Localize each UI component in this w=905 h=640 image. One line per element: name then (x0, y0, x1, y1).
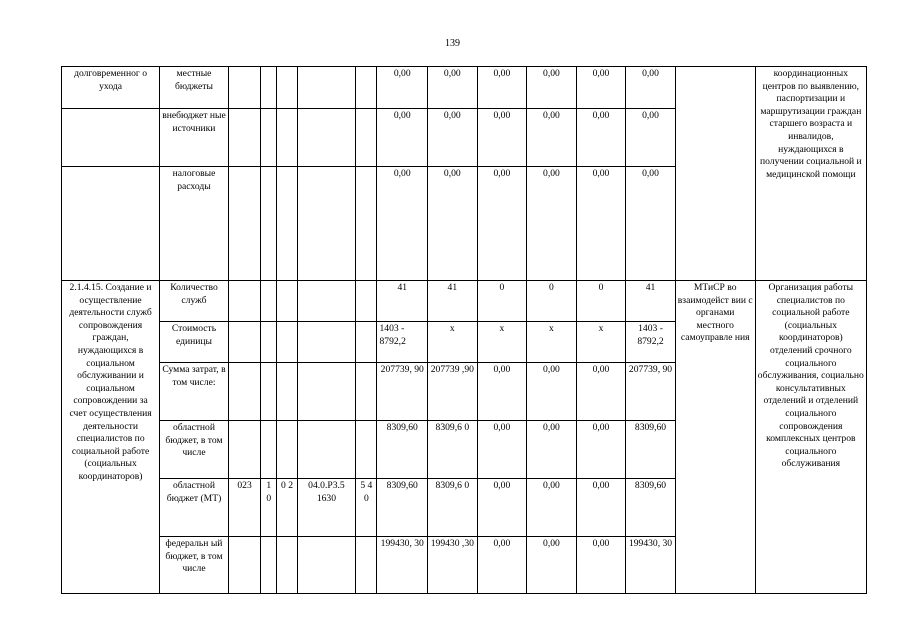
value-cell: 207739, 90 (377, 363, 428, 421)
value-cell: 0,00 (428, 109, 478, 167)
value-cell: 0,00 (576, 363, 626, 421)
indicator-cell: областной бюджет, в том числе (160, 421, 229, 479)
value-cell: 0,00 (626, 109, 676, 167)
result-cell: координационных центров по выявлению, паспортизации и маршрутизации граждан старшего возраста и инвалидов, нуждающихся в получении социальной и медицинской помощи (755, 67, 866, 281)
value-cell: 8309,60 (377, 479, 428, 537)
value-cell: 0,00 (377, 67, 428, 109)
table-row (62, 67, 867, 109)
value-cell: 207739 ,90 (428, 363, 478, 421)
value-cell: 0,00 (477, 421, 527, 479)
budget-table (61, 66, 867, 594)
value-cell: 0,00 (576, 109, 626, 167)
value-cell: 0,00 (477, 363, 527, 421)
table-row (62, 281, 867, 322)
grbs-code-cell: 023 (228, 479, 260, 537)
value-cell: 8309,6 0 (428, 421, 478, 479)
value-cell: 0,00 (527, 109, 577, 167)
value-cell: 0,00 (428, 67, 478, 109)
value-cell: 0,00 (477, 67, 527, 109)
value-cell: 0,00 (527, 479, 577, 537)
indicator-cell: федеральн ый бюджет, в том числе (160, 537, 229, 594)
value-cell: 8309,60 (377, 421, 428, 479)
source-cell: местные бюджеты (160, 67, 229, 109)
pr-code-cell: 0 2 (277, 479, 297, 537)
value-cell: 199430, 30 (626, 537, 676, 594)
value-cell: 1403 - 8792,2 (626, 322, 676, 363)
indicator-cell: Количество служб (160, 281, 229, 322)
value-cell: 0,00 (477, 167, 527, 281)
value-cell: 0 (576, 281, 626, 322)
result-cell: Организация работы специалистов по социальной работе (социальных координаторов) отделений срочного социального обслуживания, социально консультативных отделений и отделений социального сопровождения комплексных центров социального обслуживания (755, 281, 866, 594)
value-cell: 0,00 (576, 67, 626, 109)
value-cell: 0,00 (527, 167, 577, 281)
indicator-cell: Сумма затрат, в том числе: (160, 363, 229, 421)
source-cell: налоговые расходы (160, 167, 229, 281)
value-cell: 199430 ,30 (428, 537, 478, 594)
value-cell: 0 (527, 281, 577, 322)
value-cell: 0,00 (527, 421, 577, 479)
page-number: 139 (445, 38, 460, 49)
value-cell: 207739, 90 (626, 363, 676, 421)
value-cell: 41 (377, 281, 428, 322)
rz-code-cell: 1 0 (261, 479, 277, 537)
value-cell: 0,00 (477, 479, 527, 537)
value-cell: х (428, 322, 478, 363)
value-cell: 0,00 (428, 167, 478, 281)
value-cell: 0,00 (626, 67, 676, 109)
indicator-cell: областной бюджет (МТ) (160, 479, 229, 537)
measure-name-cell: долговременног о ухода (62, 67, 160, 109)
value-cell: 1403 - 8792,2 (377, 322, 428, 363)
value-cell: 0,00 (576, 167, 626, 281)
value-cell: 41 (626, 281, 676, 322)
source-cell: внебюджет ные источники (160, 109, 229, 167)
value-cell: 0,00 (377, 167, 428, 281)
value-cell: 0,00 (477, 109, 527, 167)
value-cell: 0,00 (527, 67, 577, 109)
csr-code-cell: 04.0.Р3.5 1630 (297, 479, 356, 537)
value-cell: 0,00 (576, 537, 626, 594)
measure-name-cell: 2.1.4.15. Создание и осуществление деятельности служб сопровождения граждан, нуждающихся в социальном обслуживании и социальном сопровождении за счет осуществления деятельности специалистов по социальной работе (социальных координаторов) (62, 281, 160, 594)
executor-cell: МТиСР во взаимодейст вии с органами местного самоуправле ния (675, 281, 755, 594)
vr-code-cell: 5 4 0 (356, 479, 377, 537)
value-cell: 41 (428, 281, 478, 322)
value-cell: 0,00 (576, 421, 626, 479)
value-cell: 8309,6 0 (428, 479, 478, 537)
value-cell: 0 (477, 281, 527, 322)
indicator-cell: Стоимость единицы (160, 322, 229, 363)
value-cell: 0,00 (527, 363, 577, 421)
value-cell: 0,00 (377, 109, 428, 167)
value-cell: х (576, 322, 626, 363)
value-cell: 0,00 (576, 479, 626, 537)
value-cell: 0,00 (626, 167, 676, 281)
value-cell: х (527, 322, 577, 363)
value-cell: 8309,60 (626, 479, 676, 537)
value-cell: х (477, 322, 527, 363)
value-cell: 0,00 (477, 537, 527, 594)
value-cell: 8309,60 (626, 421, 676, 479)
value-cell: 0,00 (527, 537, 577, 594)
value-cell: 199430, 30 (377, 537, 428, 594)
